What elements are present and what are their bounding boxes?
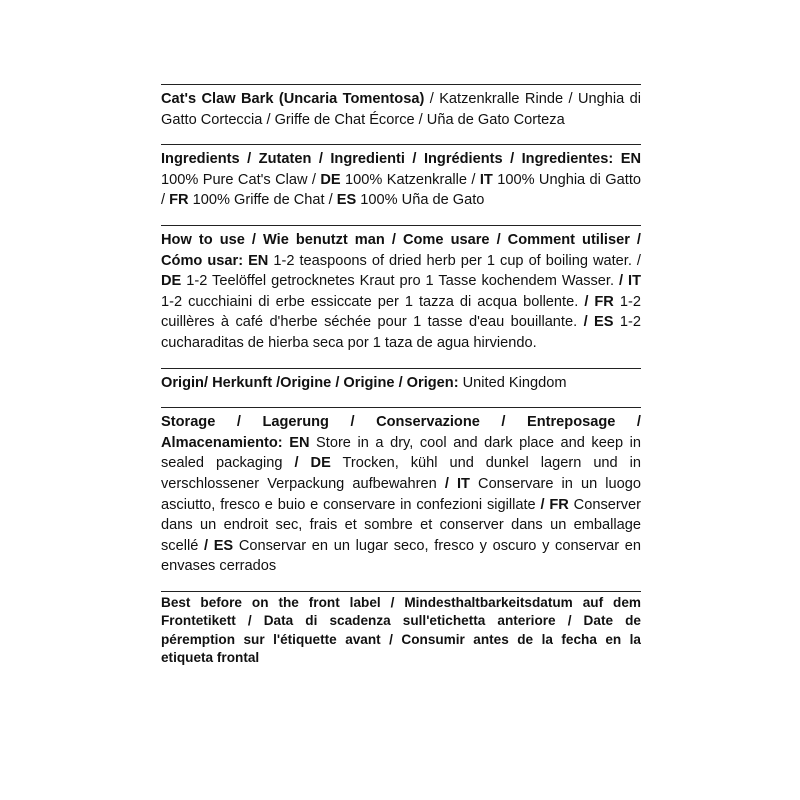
product-name-it: Unghia di Gatto Corteccia bbox=[161, 91, 641, 128]
ingredients-heading: Ingredients / Zutaten / Ingredienti / Ingrédients / Ingredientes: EN bbox=[161, 151, 641, 168]
ingredients-section bbox=[161, 144, 641, 211]
separator: / bbox=[414, 111, 427, 128]
product-label bbox=[161, 84, 641, 668]
origin-heading: Origin/ Herkunft /Origine / Origine / Origen: bbox=[161, 374, 459, 391]
best-before-section bbox=[161, 591, 641, 668]
how-to-use-section bbox=[161, 225, 641, 354]
storage-heading: Storage / Lagerung / Conservazione / Entreposage / Almacenamiento: EN bbox=[161, 414, 641, 451]
separator: / bbox=[262, 111, 275, 128]
storage-section bbox=[161, 407, 641, 577]
lang-code-fr: / FR bbox=[584, 293, 614, 310]
product-name-section bbox=[161, 84, 641, 130]
how-to-use-fr: 1-2 cuillères à café d'herbe séchée pour 1 tasse d'eau bouillante. bbox=[161, 293, 641, 331]
lang-code-fr: / FR bbox=[540, 496, 569, 513]
storage-it: Conservare in un luogo asciutto, fresco e buio e conservare in confezioni sigillate bbox=[161, 475, 641, 513]
lang-code-es: ES bbox=[336, 192, 357, 209]
ingredients-it: 100% Unghia di Gatto / bbox=[161, 171, 641, 209]
origin-section bbox=[161, 368, 641, 394]
storage-fr: Conserver dans un endroit sec, frais et sombre et conserver dans un emballage scellé bbox=[161, 496, 641, 554]
lang-code-de: / DE bbox=[294, 455, 331, 472]
ingredients-de: 100% Katzenkralle / bbox=[340, 171, 480, 188]
lang-code-es: / ES bbox=[583, 314, 614, 331]
storage-es: Conservar en un lugar seco, fresco y oscuro y conservar en envases cerrados bbox=[161, 537, 641, 575]
how-to-use-es: 1-2 cucharaditas de hierba seca por 1 taza de agua hirviendo. bbox=[161, 314, 641, 351]
lang-code-it: / IT bbox=[444, 475, 470, 492]
product-name-fr: Griffe de Chat Écorce bbox=[274, 111, 415, 128]
product-name-en: Cat's Claw Bark (Uncaria Tomentosa) bbox=[161, 91, 425, 107]
how-to-use-it: 1-2 cucchiaini di erbe essiccate per 1 tazza di acqua bollente. bbox=[161, 293, 585, 310]
storage-en: Store in a dry, cool and dark place and keep in sealed packaging bbox=[161, 434, 641, 472]
lang-code-fr: FR bbox=[169, 192, 189, 209]
lang-code-de: DE bbox=[161, 273, 182, 290]
best-before-text: Best before on the front label / Mindesthaltbarkeitsdatum auf dem Frontetikett / Data di scadenza sull'etichetta anteriore / Date de péremption sur l'étiquette avant / Consumir antes de la fecha en la etiqueta frontal bbox=[161, 594, 641, 666]
separator: / bbox=[563, 91, 578, 107]
ingredients-fr: 100% Griffe de Chat / bbox=[188, 192, 337, 209]
product-name-de: Katzenkralle Rinde bbox=[439, 91, 564, 107]
how-to-use-heading: How to use / Wie benutzt man / Come usare / Comment utiliser / Cómo usar: EN bbox=[161, 231, 641, 269]
how-to-use-en: 1-2 teaspoons of dried herb per 1 cup of boiling water. / bbox=[268, 252, 641, 269]
ingredients-es: 100% Uña de Gato bbox=[356, 192, 485, 209]
product-name-es: Uña de Gato Corteza bbox=[426, 111, 565, 128]
ingredients-en: 100% Pure Cat's Claw / bbox=[161, 171, 321, 188]
storage-de: Trocken, kühl und dunkel lagern und in verschlossener Verpackung aufbewahren bbox=[161, 455, 642, 492]
lang-code-it: / IT bbox=[619, 273, 641, 290]
origin-value: United Kingdom bbox=[458, 374, 567, 391]
how-to-use-de: 1-2 Teelöffel getrocknetes Kraut pro 1 Tasse kochendem Wasser. bbox=[181, 273, 619, 290]
lang-code-es: / ES bbox=[203, 537, 234, 554]
lang-code-de: DE bbox=[320, 171, 341, 188]
lang-code-it: IT bbox=[479, 171, 493, 188]
separator: / bbox=[424, 91, 440, 107]
